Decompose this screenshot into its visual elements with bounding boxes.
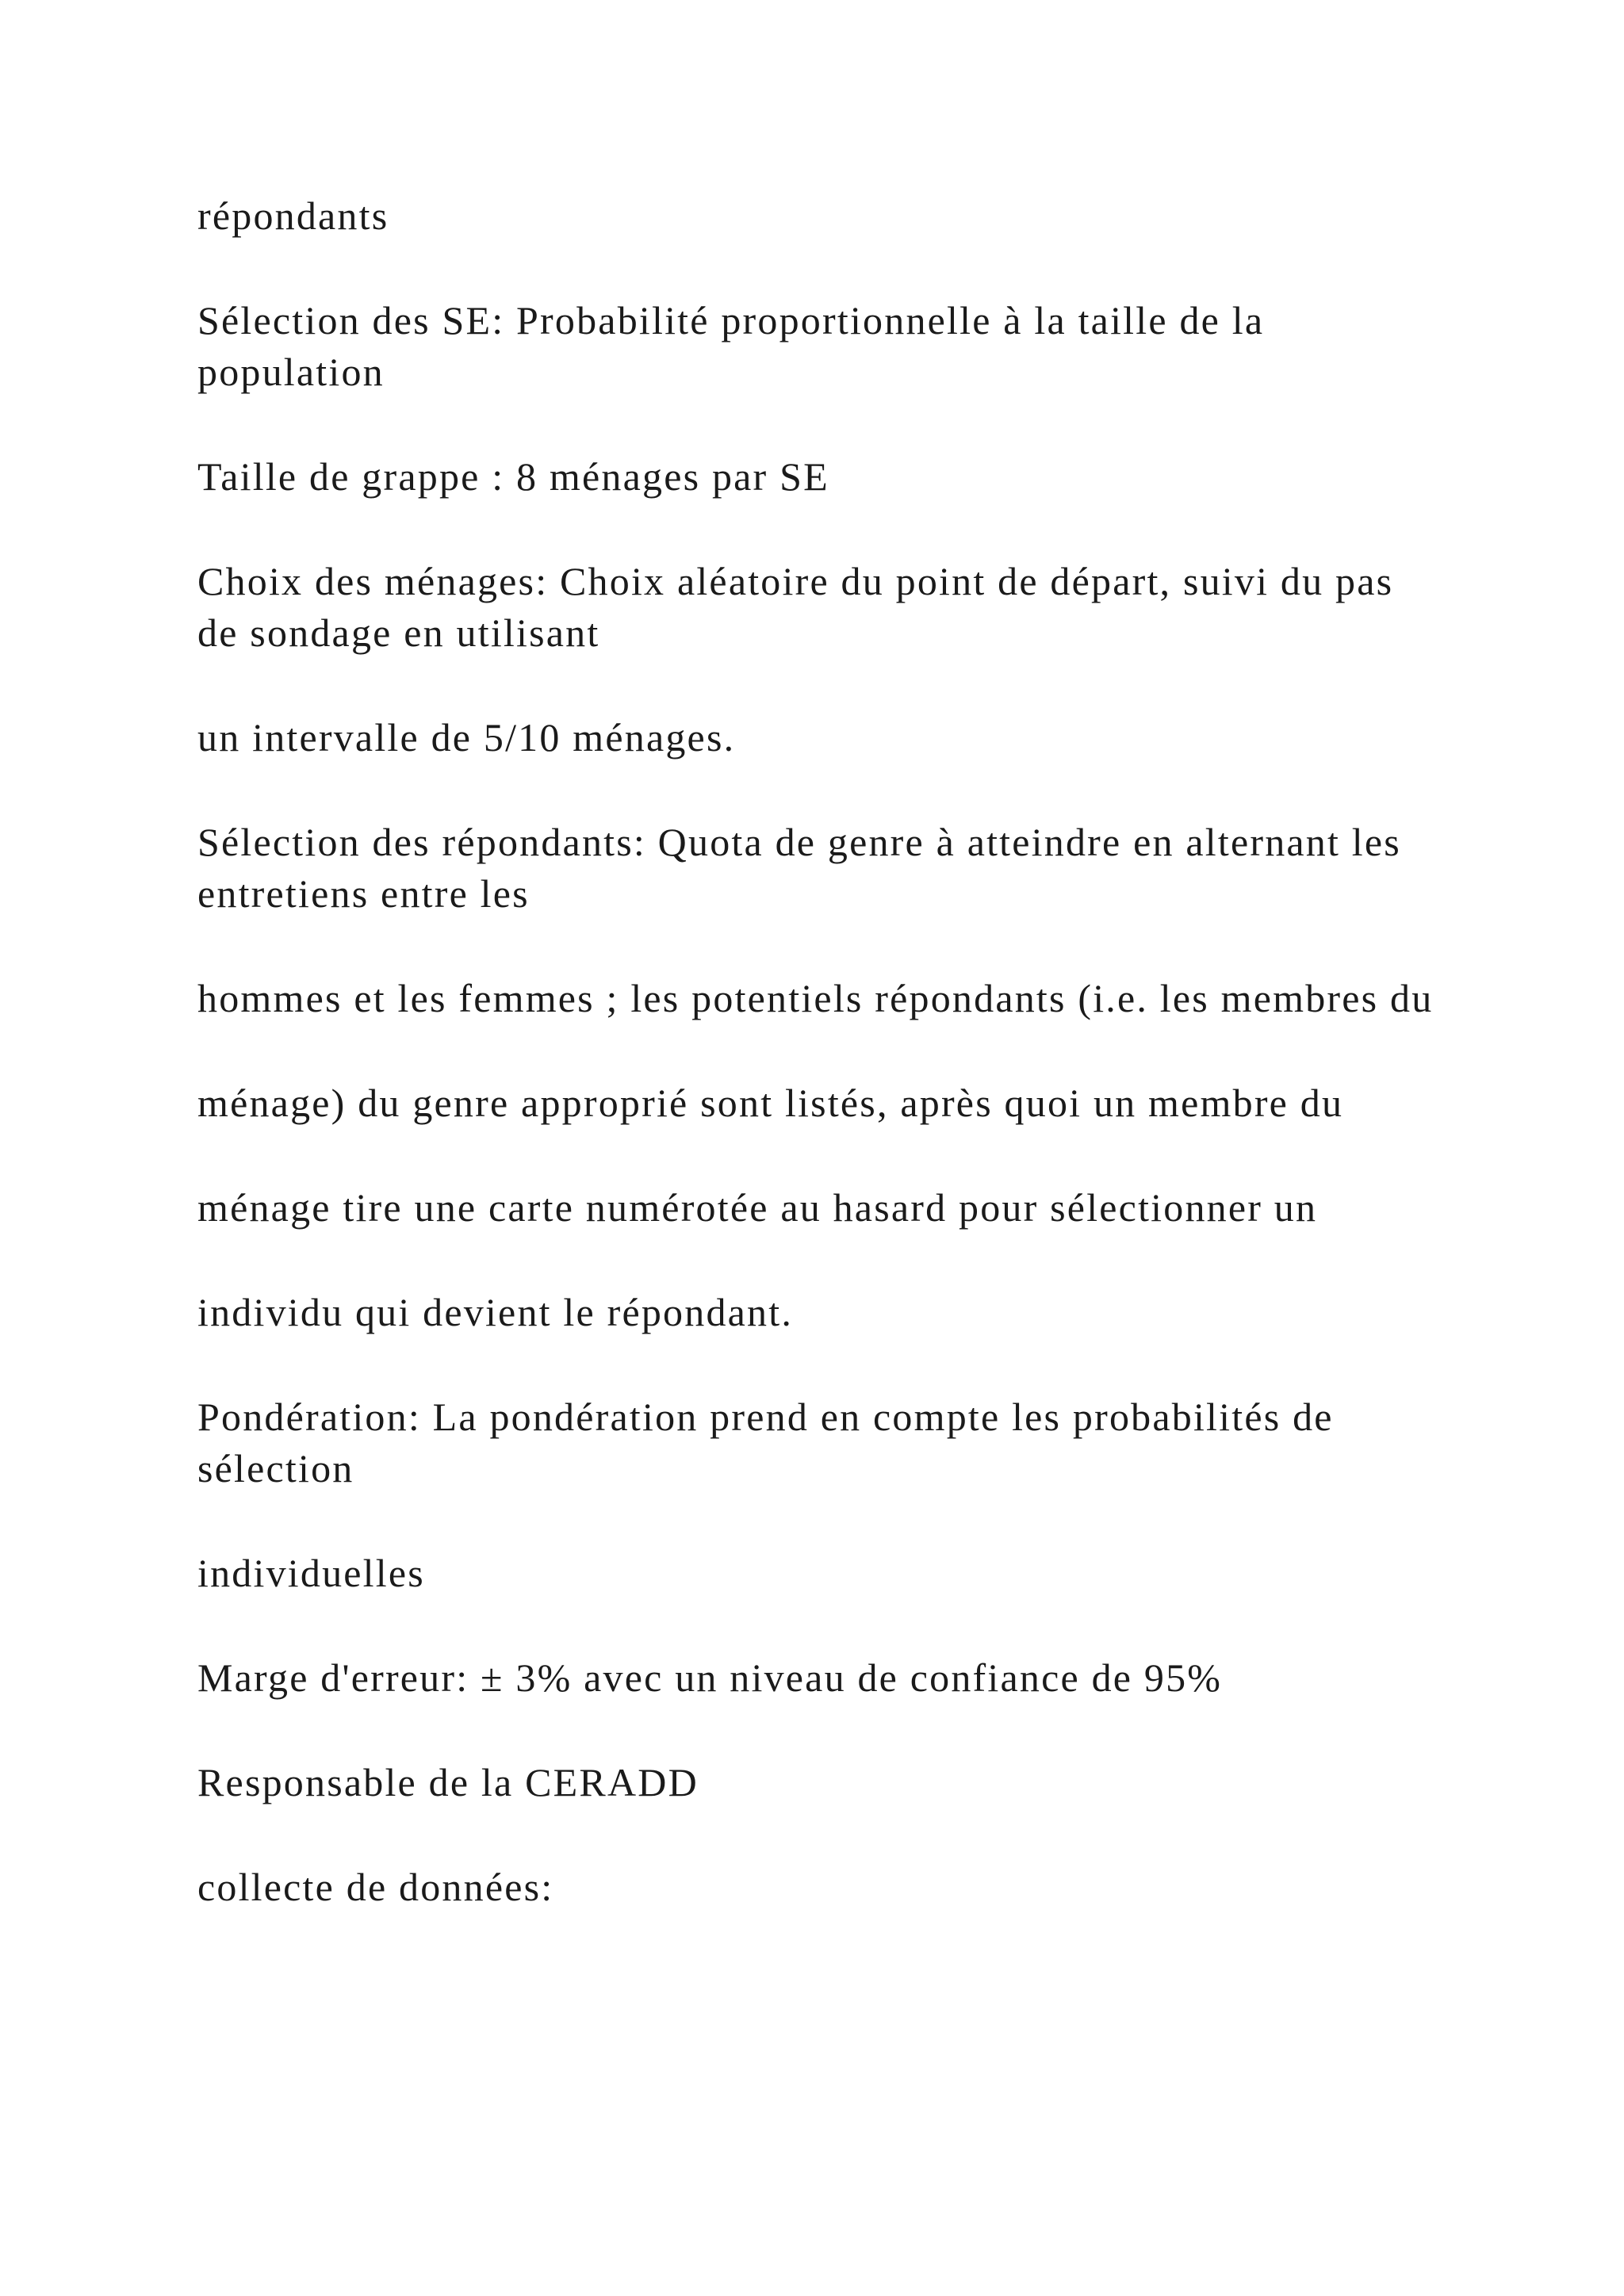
paragraph-margin-of-error: Marge d'erreur: ± 3% avec un niveau de confiance de 95%	[197, 1655, 1223, 1700]
paragraph-data-collection: collecte de données:	[197, 1865, 554, 1909]
paragraph-weighting: Pondération: La pondération prend en compte les probabilités de sélection	[197, 1395, 1334, 1490]
paragraph-respondents: répondants	[197, 193, 389, 238]
paragraph-interval: un intervalle de 5/10 ménages.	[197, 715, 736, 760]
paragraph-individual: individu qui devient le répondant.	[197, 1290, 794, 1334]
paragraph-household-listed: ménage) du genre approprié sont listés, après quoi un membre du	[197, 1081, 1344, 1125]
paragraph-individual-probabilities: individuelles	[197, 1551, 425, 1595]
document-body	[197, 190, 1434, 1966]
paragraph-responsible: Responsable de la CERADD	[197, 1760, 699, 1804]
paragraph-respondent-selection: Sélection des répondants: Quota de genre à atteindre en alternant les entretiens entre les	[197, 820, 1401, 916]
paragraph-cluster-size: Taille de grappe : 8 ménages par SE	[197, 454, 829, 499]
paragraph-household-choice: Choix des ménages: Choix aléatoire du point de départ, suivi du pas de sondage en utilisant	[197, 559, 1394, 655]
paragraph-card-draw: ménage tire une carte numérotée au hasard pour sélectionner un	[197, 1185, 1318, 1230]
paragraph-men-women: hommes et les femmes ; les potentiels répondants (i.e. les membres du	[197, 976, 1434, 1020]
paragraph-se-selection: Sélection des SE: Probabilité proportionnelle à la taille de la population	[197, 298, 1265, 394]
